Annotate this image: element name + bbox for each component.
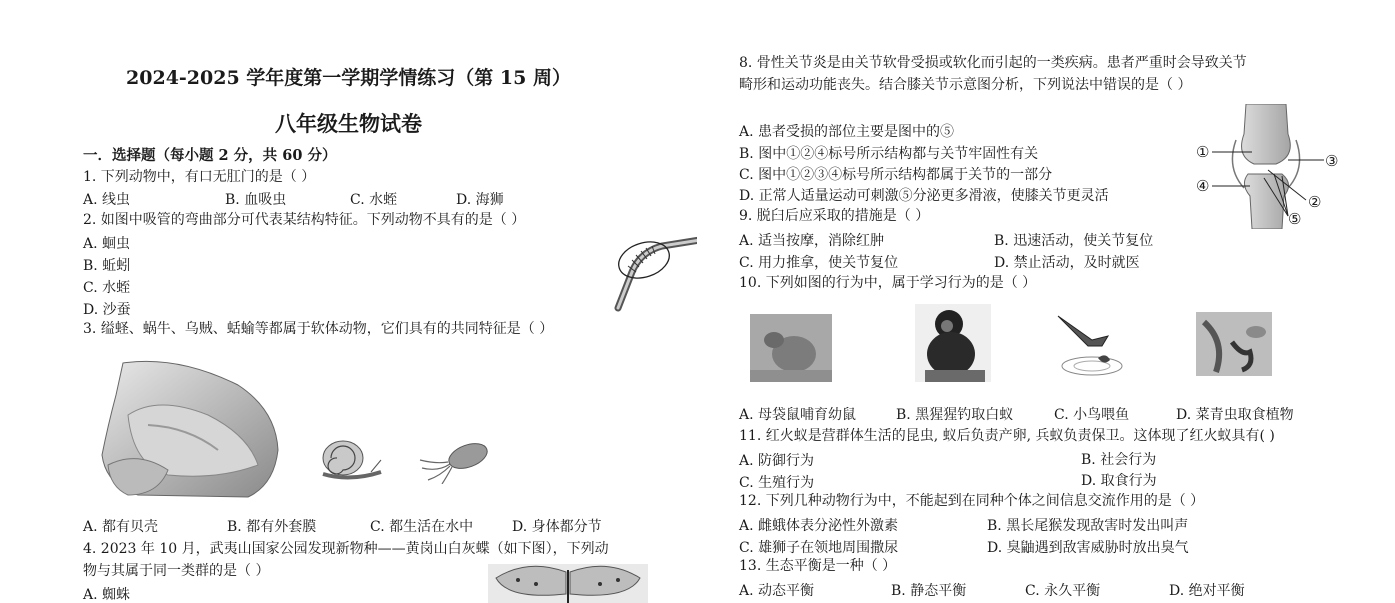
question-12-stem: 12. 下列几种动物行为中，不能起到在同种个体之间信息交流作用的是（ ） bbox=[739, 493, 1205, 509]
question-9-stem: 9. 脱臼后应采取的措施是（ ） bbox=[739, 208, 930, 224]
exam-subtitle: 八年级生物试卷 bbox=[275, 111, 422, 136]
q8-option-c: C. 图中①②③④标号所示结构都属于关节的一部分 bbox=[739, 167, 1053, 183]
caterpillar-image bbox=[1196, 312, 1272, 376]
q3-option-a: A. 都有贝壳 bbox=[83, 519, 159, 535]
section-heading: 一．选择题（每小题 2 分，共 60 分） bbox=[83, 147, 337, 164]
butterfly-image bbox=[488, 564, 648, 603]
q10-option-c: C. 小鸟喂鱼 bbox=[1054, 407, 1130, 423]
q3-option-b: B. 都有外套膜 bbox=[227, 519, 317, 535]
q13-option-c: C. 永久平衡 bbox=[1025, 583, 1101, 599]
knee-label-3: ③ bbox=[1325, 152, 1339, 170]
q12-option-d: D. 臭鼬遇到敌害威胁时放出臭气 bbox=[987, 540, 1189, 556]
q9-option-a: A. 适当按摩，消除红肿 bbox=[739, 233, 885, 249]
q8-option-b: B. 图中①②④标号所示结构都与关节牢固性有关 bbox=[739, 146, 1039, 162]
q12-option-a: A. 雌蛾体表分泌性外激素 bbox=[739, 518, 899, 534]
question-1-stem: 1. 下列动物中，有口无肛门的是（ ） bbox=[83, 169, 316, 185]
q11-option-d: D. 取食行为 bbox=[1081, 473, 1157, 489]
q8-option-a: A. 患者受损的部位主要是图中的⑤ bbox=[739, 124, 955, 140]
q11-option-c: C. 生殖行为 bbox=[739, 475, 815, 491]
q11-option-a: A. 防御行为 bbox=[739, 453, 815, 469]
q8-option-d: D. 正常人适量运动可刺激⑤分泌更多滑液，使膝关节更灵活 bbox=[739, 188, 1109, 204]
q13-option-a: A. 动态平衡 bbox=[739, 583, 815, 599]
right-page bbox=[698, 0, 1395, 603]
question-11-stem: 11. 红火蚁是营群体生活的昆虫, 蚁后负责产卵, 兵蚁负责保卫。这体现了红火蚁具有( ) bbox=[739, 428, 1275, 444]
q9-option-b: B. 迅速活动，使关节复位 bbox=[994, 233, 1154, 249]
exam-title: 2024-2025 学年度第一学期学情练习（第 15 周） bbox=[126, 67, 571, 89]
q1-option-c: C. 水蛭 bbox=[350, 192, 398, 208]
q2-option-c: C. 水蛭 bbox=[83, 280, 131, 296]
q10-option-b: B. 黑猩猩钓取白蚁 bbox=[896, 407, 1014, 423]
knee-joint-diagram bbox=[1196, 104, 1351, 229]
question-10-stem: 10. 下列如图的行为中，属于学习行为的是（ ） bbox=[739, 275, 1037, 291]
knee-label-2: ② bbox=[1308, 193, 1322, 211]
question-8-stem-line2: 畸形和运动功能丧失。结合膝关节示意图分析，下列说法中错误的是（ ） bbox=[739, 77, 1192, 93]
left-page bbox=[0, 0, 697, 603]
q1-option-a: A. 线虫 bbox=[83, 192, 131, 208]
q11-option-b: B. 社会行为 bbox=[1081, 452, 1157, 468]
question-2-stem: 2. 如图中吸管的弯曲部分可代表某结构特征。下列动物不具有的是（ ） bbox=[83, 212, 526, 228]
q4-option-a: A. 蜘蛛 bbox=[83, 587, 131, 603]
chimpanzee-image bbox=[915, 304, 991, 382]
snail-image bbox=[315, 436, 385, 486]
q1-option-d: D. 海狮 bbox=[456, 192, 504, 208]
knee-label-4: ④ bbox=[1196, 177, 1210, 195]
knee-label-5: ⑤ bbox=[1288, 210, 1302, 228]
q10-option-a: A. 母袋鼠哺育幼鼠 bbox=[739, 407, 857, 423]
q10-option-d: D. 菜青虫取食植物 bbox=[1176, 407, 1294, 423]
q13-option-b: B. 静态平衡 bbox=[891, 583, 967, 599]
q13-option-d: D. 绝对平衡 bbox=[1169, 583, 1245, 599]
question-4-stem-line1: 4. 2023 年 10 月，武夷山国家公园发现新物种——黄岗山白灰蝶（如下图），下列动 bbox=[83, 541, 609, 557]
q1-option-b: B. 血吸虫 bbox=[225, 192, 287, 208]
question-4-stem-line2: 物与其属于同一类群的是（ ） bbox=[83, 563, 270, 579]
q3-option-c: C. 都生活在水中 bbox=[370, 519, 474, 535]
q3-option-d: D. 身体都分节 bbox=[512, 519, 602, 535]
q12-option-c: C. 雄狮子在领地周围撒尿 bbox=[739, 540, 899, 556]
knee-label-1: ① bbox=[1196, 143, 1210, 161]
question-8-stem-line1: 8. 骨性关节炎是由关节软骨受损或软化而引起的一类疾病。患者严重时会导致关节 bbox=[739, 55, 1247, 71]
bent-straw-figure bbox=[606, 230, 697, 312]
q12-option-b: B. 黑长尾猴发现敌害时发出叫声 bbox=[987, 518, 1189, 534]
squid-image bbox=[418, 438, 490, 484]
question-3-stem: 3. 缢蛏、蜗牛、乌贼、蛞蝓等都属于软体动物，它们具有的共同特征是（ ） bbox=[83, 321, 554, 337]
q2-option-b: B. 蚯蚓 bbox=[83, 258, 131, 274]
q9-option-d: D. 禁止活动，及时就医 bbox=[994, 255, 1140, 271]
q2-option-d: D. 沙蚕 bbox=[83, 302, 131, 318]
q2-option-a: A. 蛔虫 bbox=[83, 236, 131, 252]
q9-option-c: C. 用力推拿，使关节复位 bbox=[739, 255, 899, 271]
razor-clam-image bbox=[98, 355, 283, 503]
kangaroo-image bbox=[750, 314, 832, 382]
question-13-stem: 13. 生态平衡是一种（ ） bbox=[739, 558, 897, 574]
bird-feeding-fish-image bbox=[1048, 306, 1138, 382]
